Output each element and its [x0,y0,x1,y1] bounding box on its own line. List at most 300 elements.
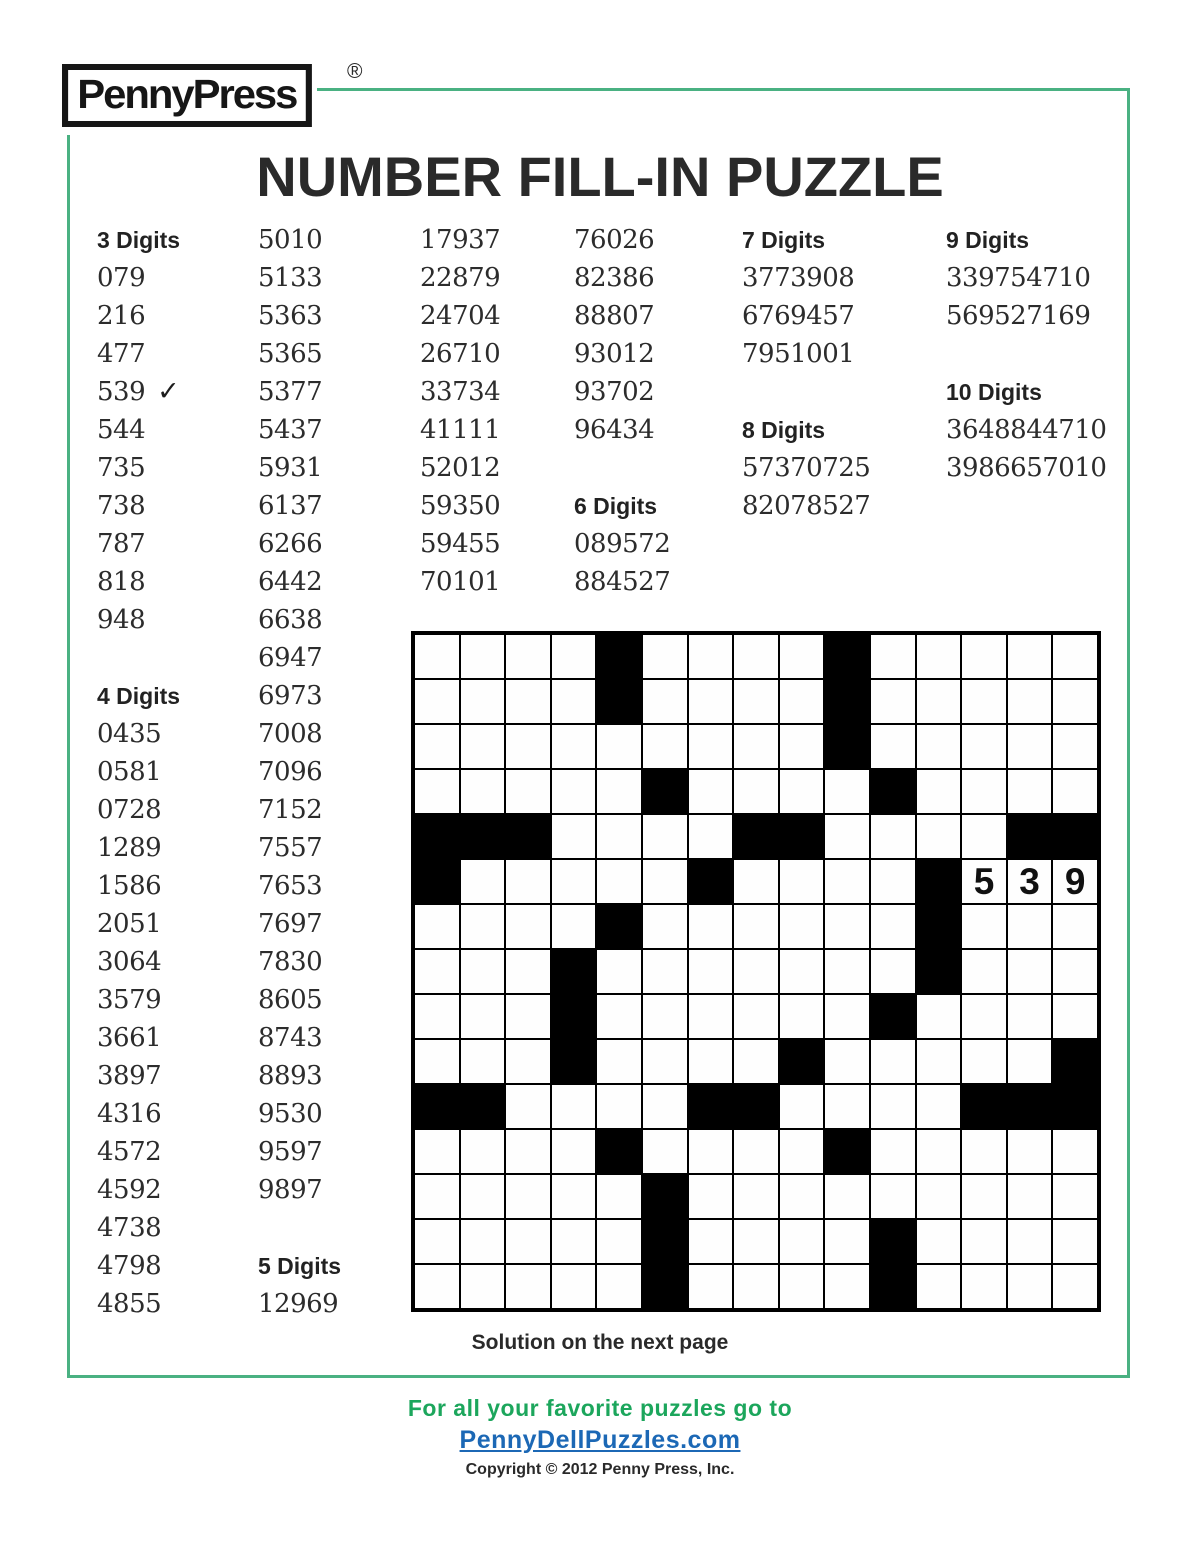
grid-cell-r13c6 [642,1174,688,1219]
grid-cell-r7c12 [916,904,962,949]
grid-cell-r8c5 [596,949,642,994]
list-number: 2051 [97,909,162,939]
grid-cell-r5c6 [642,814,688,859]
grid-cell-r14c6 [642,1219,688,1264]
grid-cell-r1c14 [1007,634,1053,679]
grid-cell-r7c6 [642,904,688,949]
list-number: 089572 [574,529,671,559]
grid-cell-r3c15 [1052,724,1098,769]
list-number: 0728 [97,795,162,825]
grid-cell-r4c8 [733,769,779,814]
number-list-column-5 [742,221,870,525]
grid-cell-r13c1 [414,1174,460,1219]
list-number: 96434 [574,415,655,445]
list-number: 52012 [420,453,501,483]
list-number: 8605 [258,985,323,1015]
grid-cell-r14c13 [961,1219,1007,1264]
grid-cell-r6c6 [642,859,688,904]
grid-cell-r13c4 [551,1174,597,1219]
grid-cell-r1c1 [414,634,460,679]
list-number: 7697 [258,909,323,939]
list-number: 079 [97,263,146,293]
list-number: 82078527 [742,491,871,521]
grid-cell-r10c5 [596,1039,642,1084]
grid-cell-r10c13 [961,1039,1007,1084]
grid-cell-r10c14 [1007,1039,1053,1084]
grid-cell-r1c11 [870,634,916,679]
list-number: 3064 [97,947,162,977]
grid-cell-r7c5 [596,904,642,949]
grid-cell-r7c7 [688,904,734,949]
grid-cell-r10c7 [688,1039,734,1084]
grid-cell-r2c2 [460,679,506,724]
grid-cell-r4c15 [1052,769,1098,814]
grid-cell-r12c7 [688,1129,734,1174]
list-number: 6442 [258,567,323,597]
grid-cell-r8c4 [551,949,597,994]
list-number: 57370725 [742,453,871,483]
grid-cell-r5c7 [688,814,734,859]
grid-cell-r10c4 [551,1039,597,1084]
list-number: 59455 [420,529,501,559]
number-list-column-3 [420,221,500,601]
list-number: 59350 [420,491,501,521]
footer-link-line [0,1426,1200,1455]
list-number: 7557 [258,833,323,863]
grid-cell-r2c9 [779,679,825,724]
grid-cell-r10c11 [870,1039,916,1084]
list-number: 9597 [258,1137,323,1167]
grid-cell-r8c3 [505,949,551,994]
grid-cell-r5c14 [1007,814,1053,859]
grid-cell-r9c5 [596,994,642,1039]
puzzle-title: NUMBER FILL-IN PUZZLE [256,145,944,208]
grid-cell-r12c5 [596,1129,642,1174]
grid-cell-r12c1 [414,1129,460,1174]
grid-cell-r5c13 [961,814,1007,859]
grid-cell-r13c13 [961,1174,1007,1219]
list-number: 9530 [258,1099,323,1129]
grid-cell-r14c11 [870,1219,916,1264]
grid-cell-r8c11 [870,949,916,994]
grid-cell-r14c12 [916,1219,962,1264]
grid-cell-r9c13 [961,994,1007,1039]
digit-group-header: 4 Digits [97,683,181,709]
grid-cell-r6c4 [551,859,597,904]
grid-cell-r4c14 [1007,769,1053,814]
list-number: 5377 [258,377,323,407]
grid-cell-r12c15 [1052,1129,1098,1174]
grid-cell-r6c11 [870,859,916,904]
grid-cell-r3c14 [1007,724,1053,769]
list-number: 4798 [97,1251,162,1281]
list-number: 93012 [574,339,655,369]
list-number: 0435 [97,719,162,749]
grid-cell-r1c10 [824,634,870,679]
grid-cell-r8c1 [414,949,460,994]
grid-cell-r6c5 [596,859,642,904]
grid-cell-r11c2 [460,1084,506,1129]
list-number: 5363 [258,301,323,331]
list-number: 5010 [258,225,323,255]
grid-cell-r10c3 [505,1039,551,1084]
grid-cell-r11c7 [688,1084,734,1129]
grid-cell-r10c12 [916,1039,962,1084]
list-number: 4738 [97,1213,162,1243]
grid-cell-r12c11 [870,1129,916,1174]
grid-cell-r11c8 [733,1084,779,1129]
grid-cell-r12c10 [824,1129,870,1174]
list-number: 6266 [258,529,323,559]
grid-cell-r10c15 [1052,1039,1098,1084]
grid-cell-r11c9 [779,1084,825,1129]
grid-cell-r5c15 [1052,814,1098,859]
grid-cell-r6c13: 5 [961,859,1007,904]
grid-cell-r10c6 [642,1039,688,1084]
grid-cell-r4c12 [916,769,962,814]
grid-cell-r12c13 [961,1129,1007,1174]
footer-copyright: Copyright © 2012 Penny Press, Inc. [465,1461,735,1478]
grid-cell-r9c6 [642,994,688,1039]
grid-cell-r2c3 [505,679,551,724]
list-number: 7008 [258,719,323,749]
grid-cell-r13c8 [733,1174,779,1219]
number-list-column-4 [574,221,670,601]
list-number: 3986657010 [946,453,1107,483]
grid-cell-r6c12 [916,859,962,904]
grid-cell-r2c4 [551,679,597,724]
list-spacer [574,449,670,487]
grid-cell-r5c8 [733,814,779,859]
grid-cell-r14c3 [505,1219,551,1264]
grid-cell-r4c2 [460,769,506,814]
grid-cell-r3c1 [414,724,460,769]
grid-cell-r8c2 [460,949,506,994]
grid-cell-r14c14 [1007,1219,1053,1264]
grid-cell-r15c1 [414,1264,460,1309]
grid-cell-r13c12 [916,1174,962,1219]
grid-cell-r2c7 [688,679,734,724]
list-spacer [946,335,1106,373]
list-number: 735 [97,453,146,483]
grid-cell-r3c5 [596,724,642,769]
grid-cell-r12c4 [551,1129,597,1174]
grid-cell-r2c10 [824,679,870,724]
grid-cell-r6c8 [733,859,779,904]
grid-cell-r11c12 [916,1084,962,1129]
list-number: 5931 [258,453,323,483]
list-number: 5365 [258,339,323,369]
grid-cell-r15c3 [505,1264,551,1309]
grid-cell-r2c8 [733,679,779,724]
grid-cell-r5c11 [870,814,916,859]
grid-cell-r14c1 [414,1219,460,1264]
penny-dell-puzzles-link[interactable]: PennyDellPuzzles.com [459,1426,741,1454]
grid-cell-r3c12 [916,724,962,769]
grid-cell-r5c10 [824,814,870,859]
grid-cell-r4c5 [596,769,642,814]
grid-cell-r5c12 [916,814,962,859]
list-number: 8893 [258,1061,323,1091]
list-number: 6769457 [742,301,855,331]
grid-cell-r9c12 [916,994,962,1039]
grid-cell-r12c14 [1007,1129,1053,1174]
grid-cell-r7c13 [961,904,1007,949]
list-number: 3648844710 [946,415,1107,445]
list-number: 948 [97,605,146,635]
grid-cell-r13c5 [596,1174,642,1219]
list-number: 33734 [420,377,501,407]
grid-cell-r3c6 [642,724,688,769]
penny-press-logo-text: PennyPress [62,64,312,127]
grid-cell-r4c11 [870,769,916,814]
grid-cell-r15c4 [551,1264,597,1309]
list-number: 7152 [258,795,323,825]
grid-cell-r14c10 [824,1219,870,1264]
list-number: 738 [97,491,146,521]
list-number: 4855 [97,1289,162,1319]
grid-cell-r6c15: 9 [1052,859,1098,904]
digit-group-header: 8 Digits [742,417,826,443]
grid-cell-r7c3 [505,904,551,949]
grid-cell-r7c11 [870,904,916,949]
grid-cell-r3c2 [460,724,506,769]
grid-cell-r10c1 [414,1039,460,1084]
list-number: 24704 [420,301,501,331]
grid-cell-r9c4 [551,994,597,1039]
grid-cell-r1c9 [779,634,825,679]
grid-cell-r14c7 [688,1219,734,1264]
grid-cell-r5c2 [460,814,506,859]
list-number: 787 [97,529,146,559]
grid-cell-r14c4 [551,1219,597,1264]
grid-cell-r13c9 [779,1174,825,1219]
grid-cell-r7c14 [1007,904,1053,949]
list-number: 88807 [574,301,655,331]
fill-in-grid [411,631,1101,1312]
grid-cell-r12c8 [733,1129,779,1174]
digit-group-header: 7 Digits [742,227,826,253]
list-number: 1289 [97,833,162,863]
grid-cell-r12c6 [642,1129,688,1174]
grid-cell-r8c10 [824,949,870,994]
grid-cell-r9c14 [1007,994,1053,1039]
grid-cell-r4c9 [779,769,825,814]
grid-cell-r3c4 [551,724,597,769]
registered-trademark-mark: ® [347,60,363,83]
digit-group-header: 9 Digits [946,227,1030,253]
grid-cell-r13c11 [870,1174,916,1219]
grid-cell-r4c4 [551,769,597,814]
list-number: 4316 [97,1099,162,1129]
grid-cell-r13c15 [1052,1174,1098,1219]
grid-cell-r8c15 [1052,949,1098,994]
grid-cell-r11c6 [642,1084,688,1129]
list-number: 9897 [258,1175,323,1205]
grid-cell-r13c14 [1007,1174,1053,1219]
grid-cell-r7c9 [779,904,825,949]
grid-cell-r5c5 [596,814,642,859]
list-number: 216 [97,301,146,331]
grid-cell-r13c2 [460,1174,506,1219]
grid-cell-r8c14 [1007,949,1053,994]
list-number: 93702 [574,377,655,407]
grid-cell-r7c4 [551,904,597,949]
grid-cell-r2c13 [961,679,1007,724]
grid-cell-r11c5 [596,1084,642,1129]
list-number: 22879 [420,263,501,293]
list-number: 7951001 [742,339,855,369]
grid-cell-r6c3 [505,859,551,904]
grid-cell-r3c8 [733,724,779,769]
grid-cell-r3c11 [870,724,916,769]
grid-cell-r1c4 [551,634,597,679]
grid-cell-r14c15 [1052,1219,1098,1264]
grid-cell-r4c3 [505,769,551,814]
grid-cell-r12c3 [505,1129,551,1174]
grid-cell-r1c13 [961,634,1007,679]
list-number: 70101 [420,567,501,597]
grid-cell-r6c9 [779,859,825,904]
list-spacer [97,639,180,677]
grid-cell-r6c1 [414,859,460,904]
list-number: 884527 [574,567,671,597]
list-number: 7096 [258,757,323,787]
list-number: 0581 [97,757,162,787]
grid-cell-r11c11 [870,1084,916,1129]
list-number: 544 [97,415,146,445]
grid-cell-r3c13 [961,724,1007,769]
grid-cell-r9c11 [870,994,916,1039]
list-spacer [742,373,870,411]
grid-cell-r10c8 [733,1039,779,1084]
grid-cell-r11c13 [961,1084,1007,1129]
grid-cell-r1c12 [916,634,962,679]
list-number: 82386 [574,263,655,293]
grid-cell-r4c7 [688,769,734,814]
grid-cell-r15c7 [688,1264,734,1309]
grid-cell-r10c9 [779,1039,825,1084]
footer-tagline: For all your favorite puzzles go to [407,1395,793,1421]
grid-cell-r15c8 [733,1264,779,1309]
list-number: 3661 [97,1023,162,1053]
list-number: 539 ✓ [97,376,180,407]
grid-cell-r11c4 [551,1084,597,1129]
grid-cell-r15c15 [1052,1264,1098,1309]
list-number: 3897 [97,1061,162,1091]
list-number: 26710 [420,339,501,369]
grid-cell-r9c3 [505,994,551,1039]
grid-cell-r8c12 [916,949,962,994]
list-number: 569527169 [946,301,1091,331]
grid-cell-r4c10 [824,769,870,814]
list-number: 41111 [420,415,501,445]
grid-cell-r15c11 [870,1264,916,1309]
grid-cell-r11c15 [1052,1084,1098,1129]
grid-cell-r2c1 [414,679,460,724]
list-number: 1586 [97,871,162,901]
grid-cell-r1c3 [505,634,551,679]
grid-cell-r9c9 [779,994,825,1039]
grid-cell-r8c8 [733,949,779,994]
grid-cell-r13c7 [688,1174,734,1219]
list-number: 477 [97,339,146,369]
grid-cell-r8c9 [779,949,825,994]
grid-cell-r3c7 [688,724,734,769]
grid-cell-r2c6 [642,679,688,724]
grid-cell-r1c15 [1052,634,1098,679]
list-number: 76026 [574,225,655,255]
grid-cell-r9c7 [688,994,734,1039]
grid-cell-r6c7 [688,859,734,904]
list-number: 7653 [258,871,323,901]
grid-cell-r5c3 [505,814,551,859]
grid-cell-r8c6 [642,949,688,994]
grid-cell-r3c9 [779,724,825,769]
grid-cell-r11c10 [824,1084,870,1129]
list-number: 8743 [258,1023,323,1053]
list-number: 6137 [258,491,323,521]
grid-cell-r15c5 [596,1264,642,1309]
grid-cell-r14c2 [460,1219,506,1264]
solution-note: Solution on the next page [471,1331,729,1354]
list-number: 5437 [258,415,323,445]
grid-cell-r12c9 [779,1129,825,1174]
grid-cell-r1c8 [733,634,779,679]
grid-cell-r8c13 [961,949,1007,994]
grid-cell-r1c7 [688,634,734,679]
digit-group-header: 6 Digits [574,493,658,519]
grid-cell-r7c1 [414,904,460,949]
grid-cell-r3c3 [505,724,551,769]
grid-cell-r1c5 [596,634,642,679]
grid-cell-r9c15 [1052,994,1098,1039]
digit-group-header: 10 Digits [946,379,1042,405]
grid-cell-r12c2 [460,1129,506,1174]
checkmark-icon: ✓ [157,376,180,407]
grid-cell-r4c6 [642,769,688,814]
list-number: 4592 [97,1175,162,1205]
grid-cell-r11c3 [505,1084,551,1129]
grid-cell-r2c11 [870,679,916,724]
list-number: 339754710 [946,263,1091,293]
grid-cell-r2c15 [1052,679,1098,724]
list-number: 17937 [420,225,501,255]
grid-cell-r13c3 [505,1174,551,1219]
penny-press-logo [56,58,317,135]
grid-cell-r9c1 [414,994,460,1039]
list-number: 6638 [258,605,323,635]
grid-cell-r1c6 [642,634,688,679]
grid-cell-r15c6 [642,1264,688,1309]
list-number: 6973 [258,681,323,711]
grid-cell-r14c5 [596,1219,642,1264]
grid-cell-r6c10 [824,859,870,904]
number-list-column-6 [946,221,1106,487]
grid-cell-r4c13 [961,769,1007,814]
grid-cell-r5c4 [551,814,597,859]
list-number: 818 [97,567,146,597]
list-number: 3773908 [742,263,855,293]
grid-cell-r11c14 [1007,1084,1053,1129]
grid-cell-r3c10 [824,724,870,769]
grid-cell-r11c1 [414,1084,460,1129]
list-number: 5133 [258,263,323,293]
list-number: 3579 [97,985,162,1015]
grid-cell-r10c2 [460,1039,506,1084]
grid-cell-r13c10 [824,1174,870,1219]
grid-cell-r15c13 [961,1264,1007,1309]
